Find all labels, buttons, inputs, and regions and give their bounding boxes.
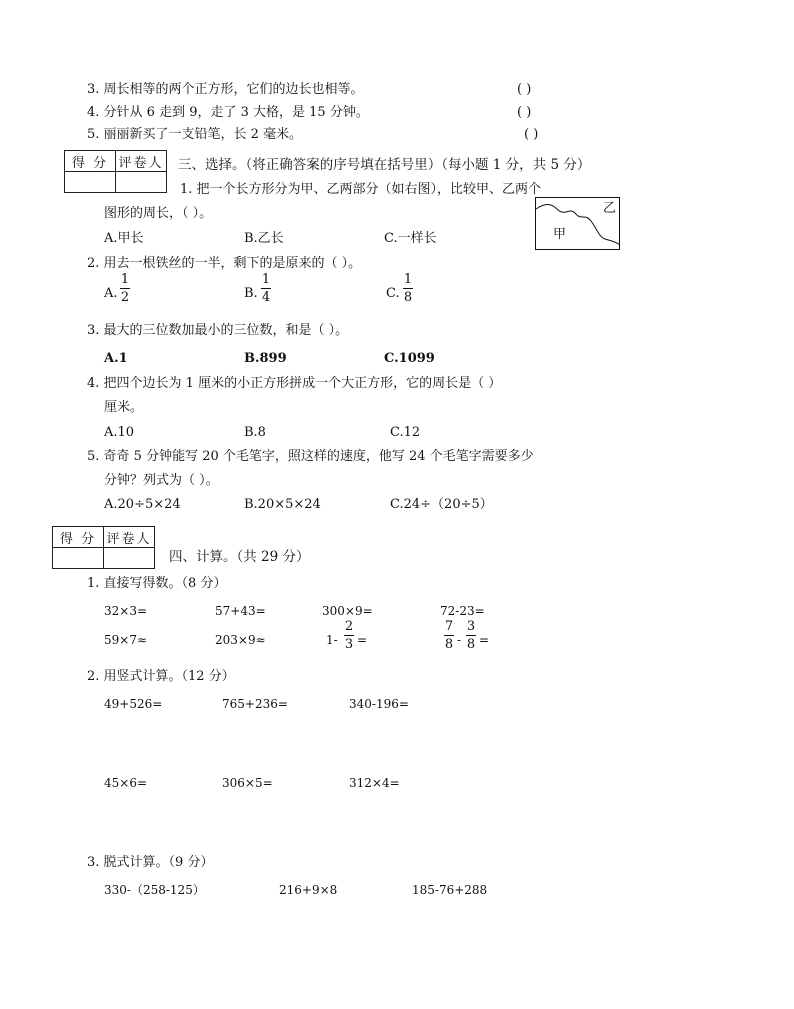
q3-option-b: B.899	[244, 351, 287, 366]
q1-line1: 1. 把一个长方形分为甲、乙两部分（如右图），比较甲、乙两个	[180, 182, 542, 197]
q5-option-c: C.24÷（20÷5）	[390, 497, 493, 512]
q5-option-b: B.20×5×24	[244, 497, 321, 512]
calc-2-3-suffix: =	[357, 633, 368, 647]
part3-title: 3. 脱式计算。（9 分）	[87, 855, 214, 870]
vertical-calc-3: 340-196=	[349, 697, 409, 711]
judge-item-4: 4. 分针从 6 走到 9，走了 3 大格，是 15 分钟。	[87, 105, 369, 120]
calc-2-4-op: -	[457, 633, 462, 647]
q3-stem: 3. 最大的三位数加最小的三位数，和是（ ）。	[87, 323, 349, 338]
score-cell[interactable]	[53, 548, 104, 569]
calc-2-4-fraction-a	[444, 619, 454, 652]
figure-label-yi: 乙	[603, 201, 617, 216]
vertical-calc-5: 306×5=	[222, 776, 273, 790]
grader-label: 评卷人	[104, 527, 155, 548]
calc-1-2: 57+43=	[215, 604, 266, 618]
step-calc-1: 330-（258-125）	[104, 883, 205, 897]
numerator: 3	[466, 619, 476, 634]
calc-2-3-prefix: 1-	[326, 633, 338, 647]
vertical-calc-2: 765+236=	[222, 697, 288, 711]
judge-item-3: 3. 周长相等的两个正方形，它们的边长也相等。	[87, 82, 364, 97]
grader-cell[interactable]	[104, 548, 155, 569]
q2-option-a-fraction	[120, 272, 130, 305]
q1-option-c: C.一样长	[384, 231, 437, 246]
denominator: 4	[261, 290, 271, 305]
judge-item-5: 5. 丽丽新买了一支铅笔，长 2 毫米。	[87, 127, 303, 142]
denominator: 2	[120, 290, 130, 305]
q4-option-b: B.8	[244, 425, 266, 440]
calc-2-1: 59×7≈	[104, 633, 148, 647]
score-cell[interactable]	[65, 172, 116, 193]
q2-stem: 2. 用去一根铁丝的一半，剩下的是原来的（ ）。	[87, 256, 362, 271]
q2-option-c-prefix: C.	[386, 286, 400, 301]
figure-label-jia: 甲	[553, 227, 567, 242]
calc-2-4-fraction-b	[466, 619, 476, 652]
q1-line2: 图形的周长，（ ）。	[104, 206, 213, 221]
numerator: 1	[261, 272, 271, 287]
vertical-calc-6: 312×4=	[349, 776, 400, 790]
calc-1-4: 72-23=	[440, 604, 485, 618]
part2-title: 2. 用竖式计算。（12 分）	[87, 669, 235, 684]
calc-2-2: 203×9≈	[215, 633, 266, 647]
vertical-calc-4: 45×6=	[104, 776, 148, 790]
section-4-title: 四、计算。（共 29 分）	[169, 549, 310, 565]
calc-1-3: 300×9=	[322, 604, 373, 618]
score-label: 得 分	[65, 151, 116, 172]
q5-line1: 5. 奇奇 5 分钟能写 20 个毛笔字，照这样的速度，他写 24 个毛笔字需要多少	[87, 449, 534, 464]
q4-option-a: A.10	[104, 425, 135, 440]
numerator: 7	[444, 619, 454, 634]
q4-line2: 厘米。	[104, 400, 144, 415]
denominator: 8	[444, 637, 454, 652]
answer-paren-3[interactable]: ( )	[517, 82, 532, 97]
grader-label: 评卷人	[116, 151, 167, 172]
q2-option-b-prefix: B.	[244, 286, 258, 301]
q4-line1: 4. 把四个边长为 1 厘米的小正方形拼成一个大正方形，它的周长是（ ）	[87, 376, 502, 391]
q2-option-a-prefix: A.	[104, 286, 118, 301]
numerator: 2	[344, 619, 354, 634]
denominator: 8	[403, 290, 413, 305]
q3-option-a: A.1	[104, 351, 128, 366]
q1-option-b: B.乙长	[244, 231, 284, 246]
q1-option-a: A.甲长	[104, 231, 144, 246]
calc-2-3-fraction	[344, 619, 354, 652]
vertical-calc-1: 49+526=	[104, 697, 163, 711]
denominator: 3	[344, 637, 354, 652]
calc-2-4-suffix: =	[479, 633, 490, 647]
answer-paren-5[interactable]: ( )	[524, 127, 539, 142]
numerator: 1	[120, 272, 130, 287]
grader-cell[interactable]	[116, 172, 167, 193]
q3-option-c: C.1099	[384, 351, 435, 366]
answer-paren-4[interactable]: ( )	[517, 105, 532, 120]
q5-line2: 分钟？列式为（ ）。	[104, 473, 219, 488]
part1-title: 1. 直接写得数。（8 分）	[87, 576, 227, 591]
calc-1-1: 32×3=	[104, 604, 148, 618]
q5-option-a: A.20÷5×24	[104, 497, 181, 512]
numerator: 1	[403, 272, 413, 287]
step-calc-3: 185-76+288	[412, 883, 488, 897]
step-calc-2: 216+9×8	[279, 883, 338, 897]
score-box-section-3	[64, 150, 167, 193]
score-box-section-4	[52, 526, 155, 569]
score-label: 得 分	[53, 527, 104, 548]
denominator: 8	[466, 637, 476, 652]
q4-option-c: C.12	[390, 425, 421, 440]
section-3-title: 三、选择。（将正确答案的序号填在括号里）（每小题 1 分，共 5 分）	[178, 157, 591, 173]
q2-option-c-fraction	[403, 272, 413, 305]
q2-option-b-fraction	[261, 272, 271, 305]
